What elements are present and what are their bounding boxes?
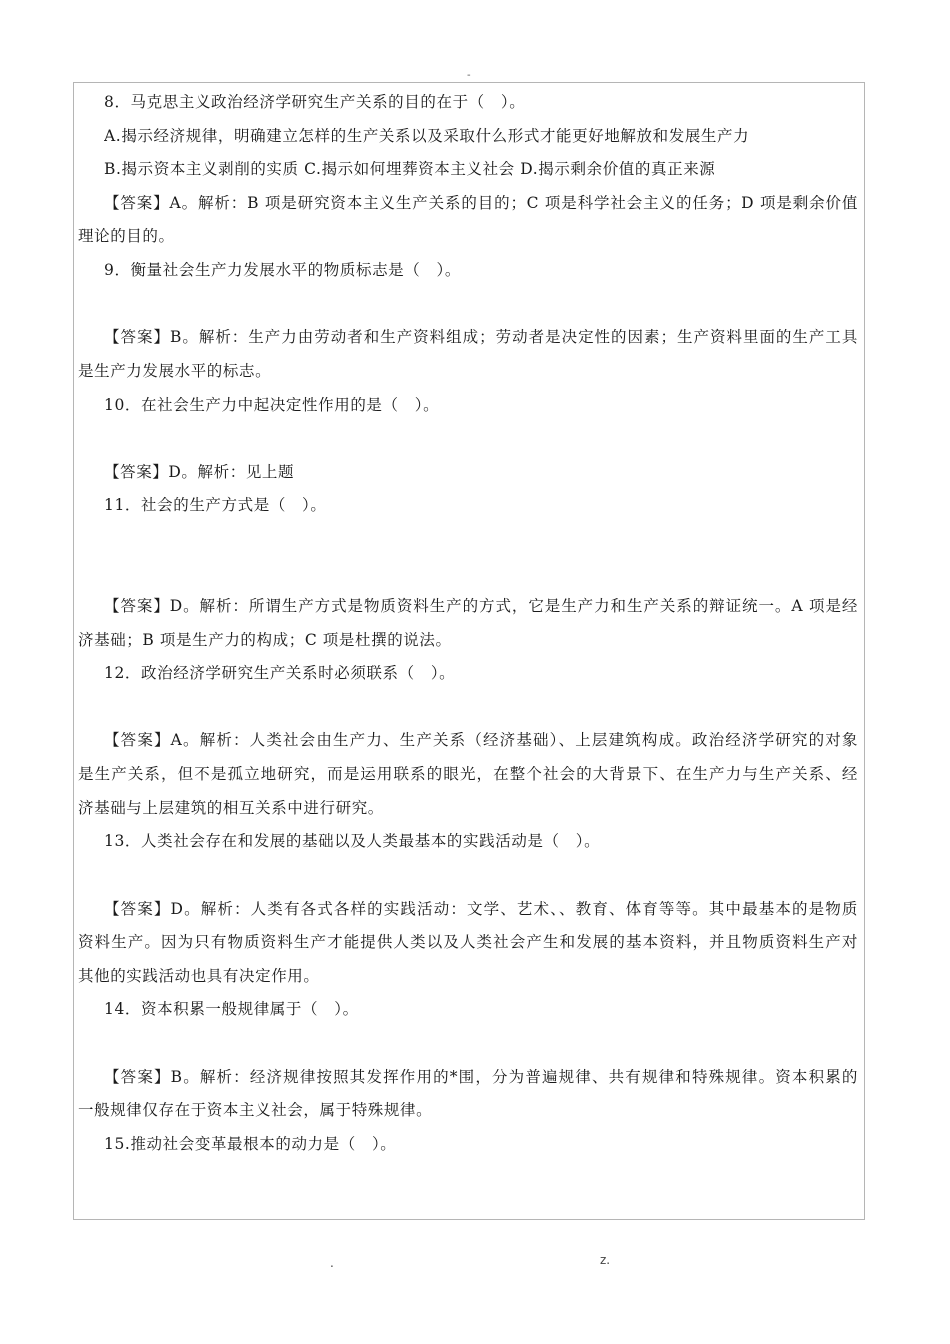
header-mark: - (467, 70, 471, 81)
question-12-answer-line-3: 济基础与上层建筑的相互关系中进行研究。 (78, 799, 384, 817)
question-9-stem: 9．衡量社会生产力发展水平的物质标志是（ ）。 (104, 261, 461, 279)
question-10-stem: 10．在社会生产力中起决定性作用的是（ ）。 (104, 396, 440, 414)
question-8-stem: 8．马克思主义政治经济学研究生产关系的目的在于（ ）。 (104, 93, 526, 111)
question-13-answer-line-2: 资料生产。因为只有物质资料生产才能提供人类以及人类社会产生和发展的基本资料，并且物质资料生产对 (78, 933, 858, 951)
document-frame (73, 82, 865, 1220)
footer-page-mark: z. (600, 1253, 611, 1267)
question-12-answer-line-2: 是生产关系，但不是孤立地研究，而是运用联系的眼光，在整个社会的大背景下、在生产力与生产关系、经 (78, 765, 858, 783)
question-10-answer: 【答案】D。解析：见上题 (104, 463, 295, 481)
question-8-answer-line-1: 【答案】A。解析：B 项是研究资本主义生产关系的目的；C 项是科学社会主义的任务；D 项是剩余价值 (104, 194, 858, 212)
question-14-stem: 14．资本积累一般规律属于（ ）。 (104, 1000, 359, 1018)
question-11-answer-line-1: 【答案】D。解析：所谓生产方式是物质资料生产的方式，它是生产力和生产关系的辩证统一。A 项是经 (104, 597, 858, 615)
question-14-answer-line-2: 一般规律仅存在于资本主义社会，属于特殊规律。 (78, 1101, 433, 1119)
question-11-stem: 11．社会的生产方式是（ ）。 (104, 496, 327, 514)
question-11-answer-line-2: 济基础；B 项是生产力的构成；C 项是杜撰的说法。 (78, 631, 452, 649)
question-9-answer-line-1: 【答案】B。解析：生产力由劳动者和生产资料组成；劳动者是决定性的因素；生产资料里面的生产工具 (104, 328, 858, 346)
question-8-answer-line-2: 理论的目的。 (78, 227, 175, 245)
question-9-answer-line-2: 是生产力发展水平的标志。 (78, 362, 272, 380)
question-13-answer-line-3: 其他的实践活动也具有决定作用。 (78, 967, 320, 985)
footer-dot: . (330, 1256, 334, 1270)
question-13-answer-line-1: 【答案】D。解析：人类有各式各样的实践活动：文学、艺术、、教育、体育等等。其中最基本的是物质 (104, 900, 858, 918)
question-8-option-a: A.揭示经济规律，明确建立怎样的生产关系以及采取什么形式才能更好地解放和发展生产力 (104, 127, 750, 145)
question-8-options-bcd: B.揭示资本主义剥削的实质 C.揭示如何埋葬资本主义社会 D.揭示剩余价值的真正来源 (104, 160, 716, 178)
question-12-stem: 12．政治经济学研究生产关系时必须联系（ ）。 (104, 664, 456, 682)
question-14-answer-line-1: 【答案】B。解析：经济规律按照其发挥作用的*围，分为普遍规律、共有规律和特殊规律。资本积累的 (104, 1068, 858, 1086)
question-12-answer-line-1: 【答案】A。解析：人类社会由生产力、生产关系（经济基础）、上层建筑构成。政治经济学研究的对象 (104, 731, 858, 749)
question-13-stem: 13．人类社会存在和发展的基础以及人类最基本的实践活动是（ ）。 (104, 832, 601, 850)
question-15-stem: 15.推动社会变革最根本的动力是（ ）。 (104, 1135, 397, 1153)
